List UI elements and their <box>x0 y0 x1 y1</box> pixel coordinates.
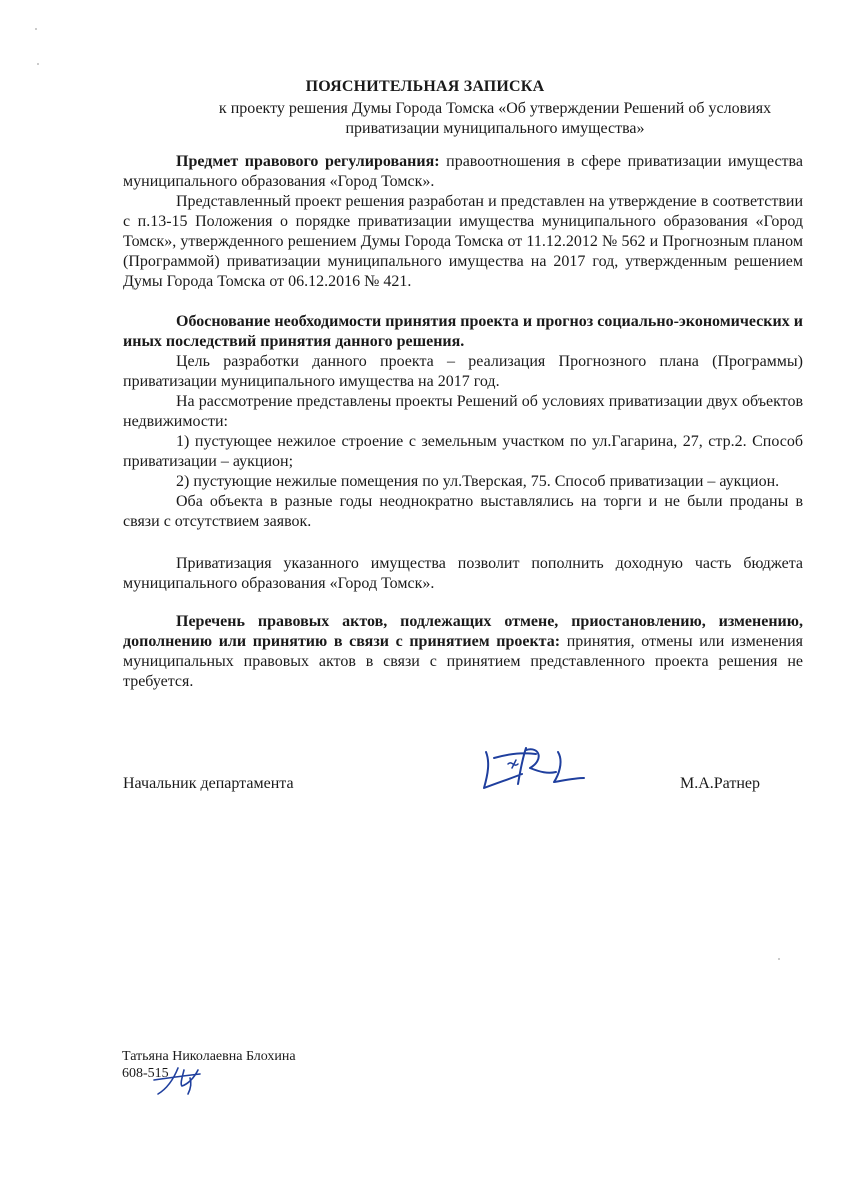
acts-text: принятия, отмены или изменения муниципальных правовых актов в связи с принятием представленного проекта решения не требуется. <box>123 633 804 690</box>
scan-speck <box>778 958 780 960</box>
executor-phone: 608-515 <box>122 1066 169 1081</box>
objects-note: Оба объекта в разные годы неоднократно выставлялись на торги и не были проданы в связи с отсутствием заявок. <box>123 493 803 530</box>
document-body <box>123 152 803 692</box>
signer-position: Начальник департамента <box>123 775 294 792</box>
acts-label: Перечень правовых актов, подлежащих отмене, приостановлению, изменению, дополнению или принятию в связи с принятием проекта: <box>123 613 803 650</box>
justification-heading: Обоснование необходимости принятия проекта и прогноз социально-экономических и иных последствий принятия данного решения. <box>123 313 803 350</box>
scan-speck <box>35 28 37 30</box>
document-subtitle: к проекту решения Думы Города Томска «Об утверждении Решений об условиях приватизации муниципального имущества» <box>218 100 772 137</box>
executor-initials-signature <box>150 1058 206 1098</box>
document-title: ПОЯСНИТЕЛЬНАЯ ЗАПИСКА <box>305 78 545 95</box>
subject-text: правоотношения в сфере приватизации имущества муниципального образования «Город Томск». <box>123 153 803 190</box>
executor-name: Татьяна Николаевна Блохина <box>122 1049 296 1064</box>
handwritten-signature <box>478 738 588 798</box>
goal-paragraph: Цель разработки данного проекта – реализация Прогнозного плана (Программы) приватизации муниципального имущества на 2017 год. <box>123 353 803 390</box>
signer-name: М.А.Ратнер <box>680 775 761 792</box>
basis-paragraph: Представленный проект решения разработан и представлен на утверждение в соответствии с п.13-15 Положения о порядке приватизации имущества муниципального образования «Город Томск», утвержденного решением Думы Города Томска от 11.12.2012 № 562 и Прогнозным планом (Программой) приватизации муниципального имущества на 2017 год, утвержденным решением Думы Города Томска от 06.12.2016 № 421. <box>123 193 803 290</box>
object-item-2: 2) пустующие нежилые помещения по ул.Тверская, 75. Способ приватизации – аукцион. <box>176 473 780 490</box>
scan-speck <box>37 63 39 65</box>
budget-paragraph: Приватизация указанного имущества позволит пополнить доходную часть бюджета муниципального образования «Город Томск». <box>123 555 803 592</box>
object-item-1: 1) пустующее нежилое строение с земельным участком по ул.Гагарина, 27, стр.2. Способ приватизации – аукцион; <box>123 433 803 470</box>
subject-label: Предмет правового регулирования: <box>176 153 440 170</box>
subject-paragraph <box>123 152 803 192</box>
objects-intro: На рассмотрение представлены проекты Решений об условиях приватизации двух объектов недвижимости: <box>123 393 803 430</box>
acts-paragraph <box>123 612 803 692</box>
